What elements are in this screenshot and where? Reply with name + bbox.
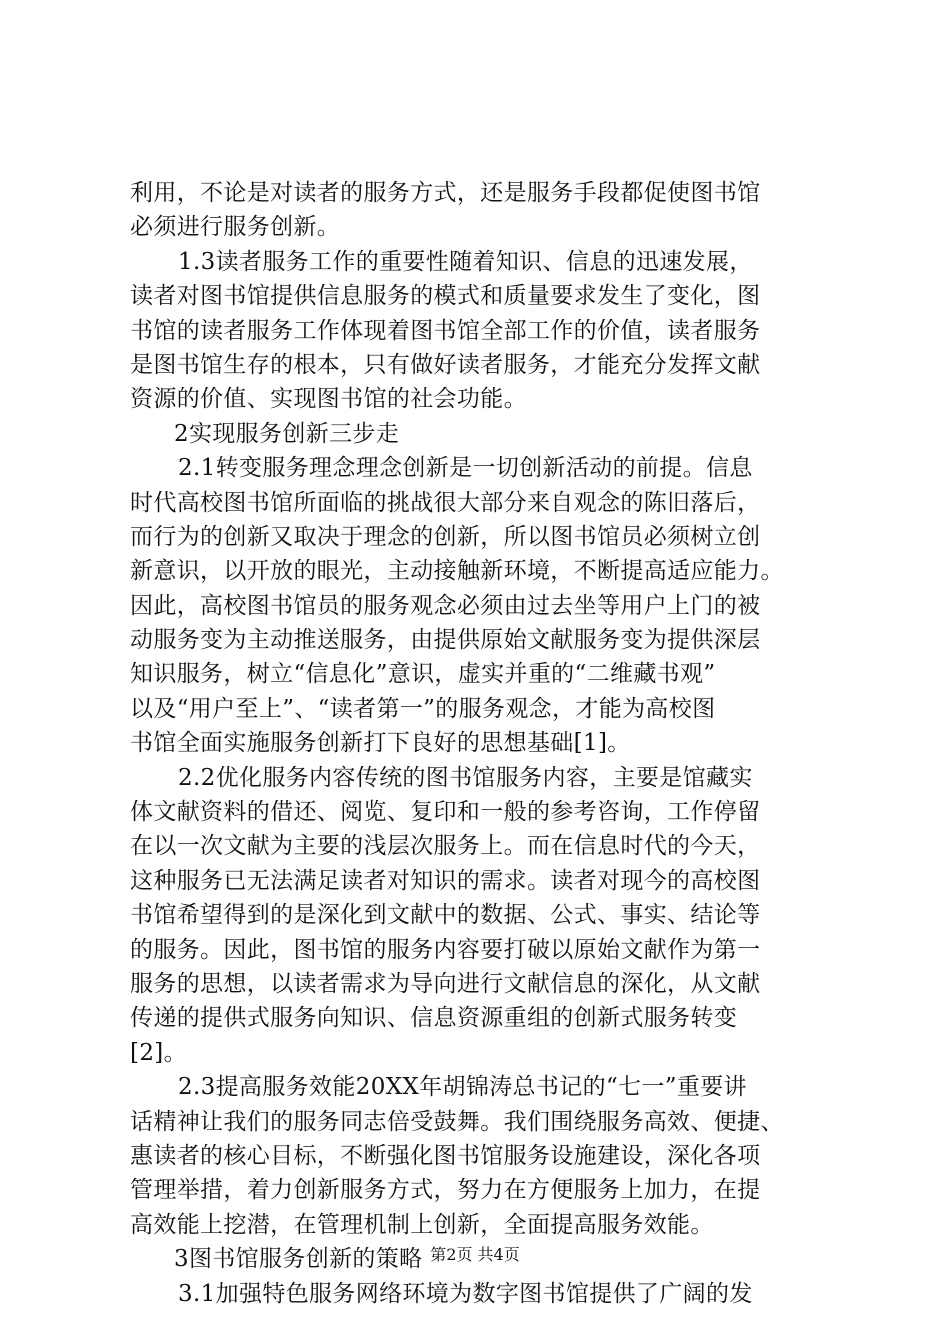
text-line: 以及“用户至上”、“读者第一”的服务观念，才能为高校图: [130, 695, 716, 722]
text-line: 的服务。因此，图书馆的服务内容要打破以原始文献作为第一: [130, 936, 761, 963]
text-line: 在以一次文献为主要的浅层次服务上。而在信息时代的今天，: [130, 833, 761, 860]
text-line: 资源的价值、实现图书馆的社会功能。: [130, 386, 527, 413]
text-line: 高效能上挖潜，在管理机制上创新，全面提高服务效能。: [130, 1211, 714, 1238]
text-line: 利用，不论是对读者的服务方式，还是服务手段都促使图书馆: [130, 180, 761, 206]
paragraph-start-line: 2.3提高服务效能20XX年胡锦涛总书记的“七一”重要讲: [178, 1074, 747, 1101]
paragraph-start-line: 2.1转变服务理念理念创新是一切创新活动的前提。信息: [178, 455, 753, 482]
text-line: 服务的思想，以读者需求为导向进行文献信息的深化，从文献: [130, 970, 761, 997]
text-line: 动服务变为主动推送服务，由提供原始文献服务变为提供深层: [130, 627, 761, 654]
text-line: 这种服务已无法满足读者对知识的需求。读者对现今的高校图: [130, 867, 761, 894]
section-heading: 2实现服务创新三步走: [174, 420, 400, 447]
text-line: 时代高校图书馆所面临的挑战很大部分来自观念的陈旧落后，: [130, 489, 761, 516]
text-line: 知识服务，树立“信息化”意识，虚实并重的“二维藏书观”: [130, 661, 716, 688]
text-line: 书馆全面实施服务创新打下良好的思想基础[1]。: [130, 730, 631, 757]
text-line: 体文献资料的借还、阅览、复印和一般的参考咨询，工作停留: [130, 799, 761, 826]
paragraph-start-line: 2.2优化服务内容传统的图书馆服务内容，主要是馆藏实: [178, 764, 753, 791]
text-line: 是图书馆生存的根本，只有做好读者服务，才能充分发挥文献: [130, 351, 761, 378]
text-line: 传递的提供式服务向知识、信息资源重组的创新式服务转变: [130, 1005, 738, 1032]
paragraph-start-line: 1.3读者服务工作的重要性随着知识、信息的迅速发展，: [178, 248, 753, 275]
text-line: 读者对图书馆提供信息服务的模式和质量要求发生了变化，图: [130, 283, 761, 310]
text-line: 因此，高校图书馆员的服务观念必须由过去坐等用户上门的被: [130, 592, 761, 619]
text-line: 新意识，以开放的眼光，主动接触新环境，不断提高适应能力。: [130, 558, 784, 585]
body-text: [130, 176, 830, 1311]
page-footer: [0, 1244, 950, 1266]
text-line: 书馆的读者服务工作体现着图书馆全部工作的价值，读者服务: [130, 317, 761, 344]
section-heading: 3图书馆服务创新的策略: [174, 1246, 423, 1273]
paragraph-start-line: 3.1加强特色服务网络环境为数字图书馆提供了广阔的发: [178, 1280, 753, 1307]
text-line: 话精神让我们的服务同志倍受鼓舞。我们围绕服务高效、便捷、: [130, 1108, 784, 1135]
text-line: 惠读者的核心目标，不断强化图书馆服务设施建设，深化各项: [130, 1142, 761, 1169]
text-line: 而行为的创新又取决于理念的创新，所以图书馆员必须树立创: [130, 523, 761, 550]
text-line: [2]。: [130, 1039, 187, 1066]
text-line: 书馆希望得到的是深化到文献中的数据、公式、事实、结论等: [130, 902, 761, 929]
text-line: 管理举措，着力创新服务方式，努力在方便服务上加力，在提: [130, 1177, 761, 1204]
page-number-label: 第2页 共4页: [430, 1245, 520, 1264]
text-line: 必须进行服务创新。: [130, 214, 341, 241]
